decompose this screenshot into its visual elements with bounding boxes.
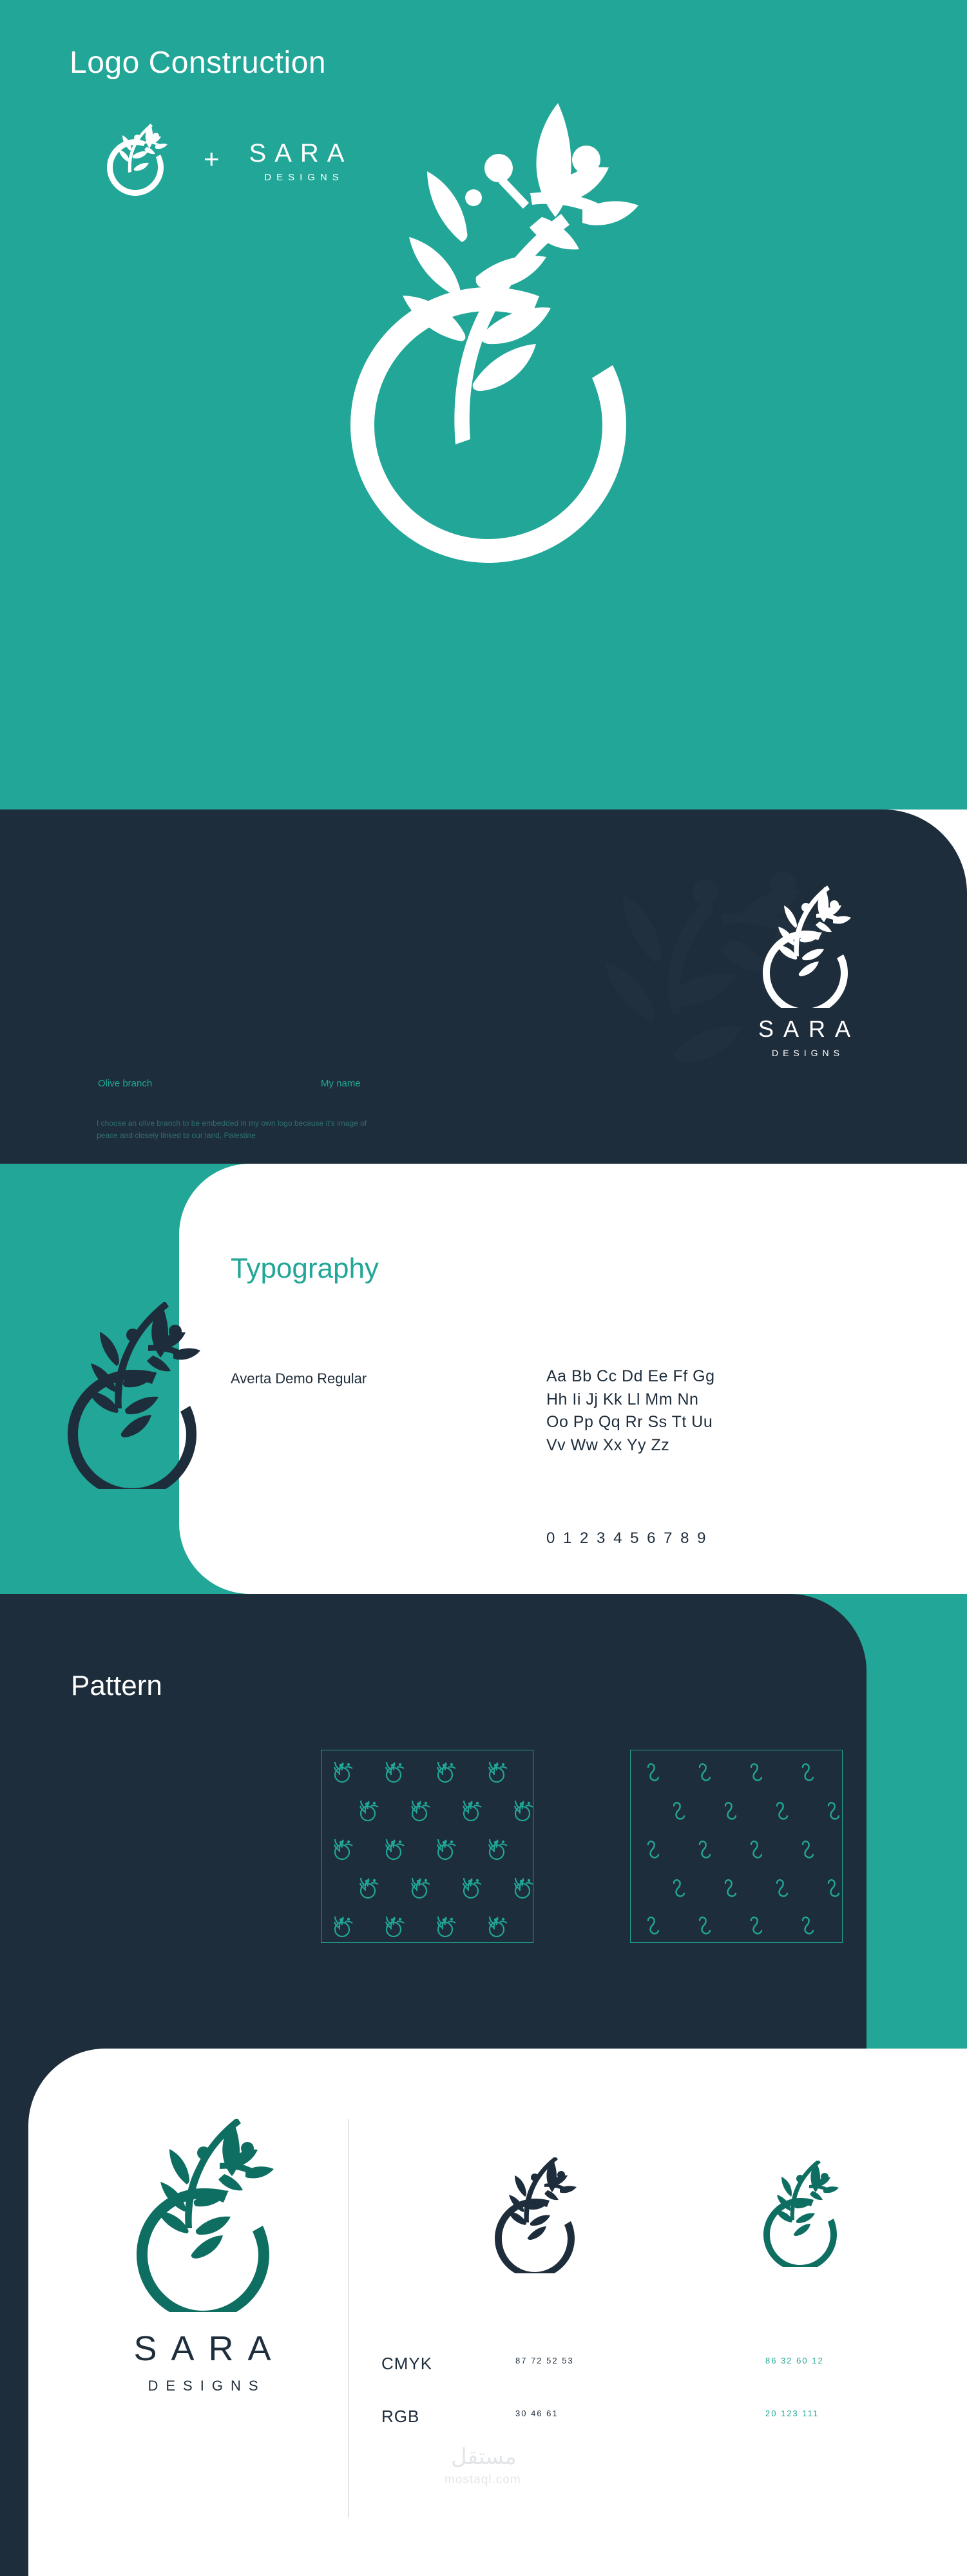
glyph-line: Aa Bb Cc Dd Ee Ff Gg bbox=[546, 1367, 715, 1385]
glyph-line: Oo Pp Qq Rr Ss Tt Uu bbox=[546, 1413, 713, 1431]
olive-branch-mark-small-icon bbox=[97, 122, 174, 200]
value-navy-cmyk: 87 72 52 53 bbox=[515, 2356, 574, 2365]
colors-brand-subtitle: DESIGNS bbox=[148, 2378, 266, 2394]
olive-branch-mark-teal-icon bbox=[106, 2119, 300, 2312]
caption-my-name: My name bbox=[321, 1078, 361, 1089]
logo-mark-teal-icon bbox=[747, 2161, 854, 2267]
logo-mark-navy-icon bbox=[477, 2157, 593, 2273]
plus-sign: + bbox=[204, 144, 220, 174]
colors-brand-name: SARA bbox=[133, 2329, 285, 2368]
construction-formula-row bbox=[97, 122, 352, 200]
olive-branch-circle-logo-icon bbox=[303, 84, 664, 663]
pattern-title: Pattern bbox=[71, 1670, 162, 1701]
lockup-brand-name: SARA bbox=[758, 1016, 861, 1042]
value-teal-rgb: 20 123 111 bbox=[765, 2409, 819, 2418]
pattern-swatch-letter bbox=[630, 1750, 843, 1943]
lockup-brand-subtitle: DESIGNS bbox=[771, 1048, 844, 1058]
olive-branch-mark-icon bbox=[744, 886, 866, 1008]
wordmark-subtitle: DESIGNS bbox=[264, 172, 344, 183]
hero-section bbox=[0, 0, 967, 810]
logo-construction-title: Logo Construction bbox=[70, 46, 327, 80]
olive-branch-mark-dark-icon bbox=[39, 1302, 225, 1489]
watermark-arabic: مستقل bbox=[451, 2445, 517, 2469]
brand-lockup-dark bbox=[683, 886, 928, 1058]
label-rgb: RGB bbox=[381, 2407, 420, 2426]
wordmark-name: SARA bbox=[249, 139, 353, 167]
pattern-swatch-logo bbox=[321, 1750, 533, 1943]
value-navy-rgb: 30 46 61 bbox=[515, 2409, 559, 2418]
label-cmyk: CMYK bbox=[381, 2354, 433, 2373]
brand-lockup-light bbox=[81, 2119, 325, 2394]
wordmark-block bbox=[249, 139, 353, 183]
caption-olive-branch: Olive branch bbox=[98, 1078, 153, 1089]
construction-note: I choose an olive branch to be embedded in my own logo because it's image of peace and closely linked to our land, Palestine bbox=[97, 1119, 367, 1140]
glyph-line: Vv Ww Xx Yy Zz bbox=[546, 1435, 670, 1454]
watermark-url: mostaql.com bbox=[445, 2473, 521, 2486]
typography-glyph-set bbox=[546, 1365, 715, 1457]
typography-title: Typography bbox=[231, 1253, 379, 1284]
typography-font-name: Averta Demo Regular bbox=[231, 1370, 367, 1387]
typography-numerals: 0 1 2 3 4 5 6 7 8 9 bbox=[546, 1530, 708, 1547]
vertical-divider bbox=[348, 2119, 349, 2518]
glyph-line: Hh Ii Jj Kk Ll Mm Nn bbox=[546, 1390, 699, 1408]
value-teal-cmyk: 86 32 60 12 bbox=[765, 2356, 824, 2365]
